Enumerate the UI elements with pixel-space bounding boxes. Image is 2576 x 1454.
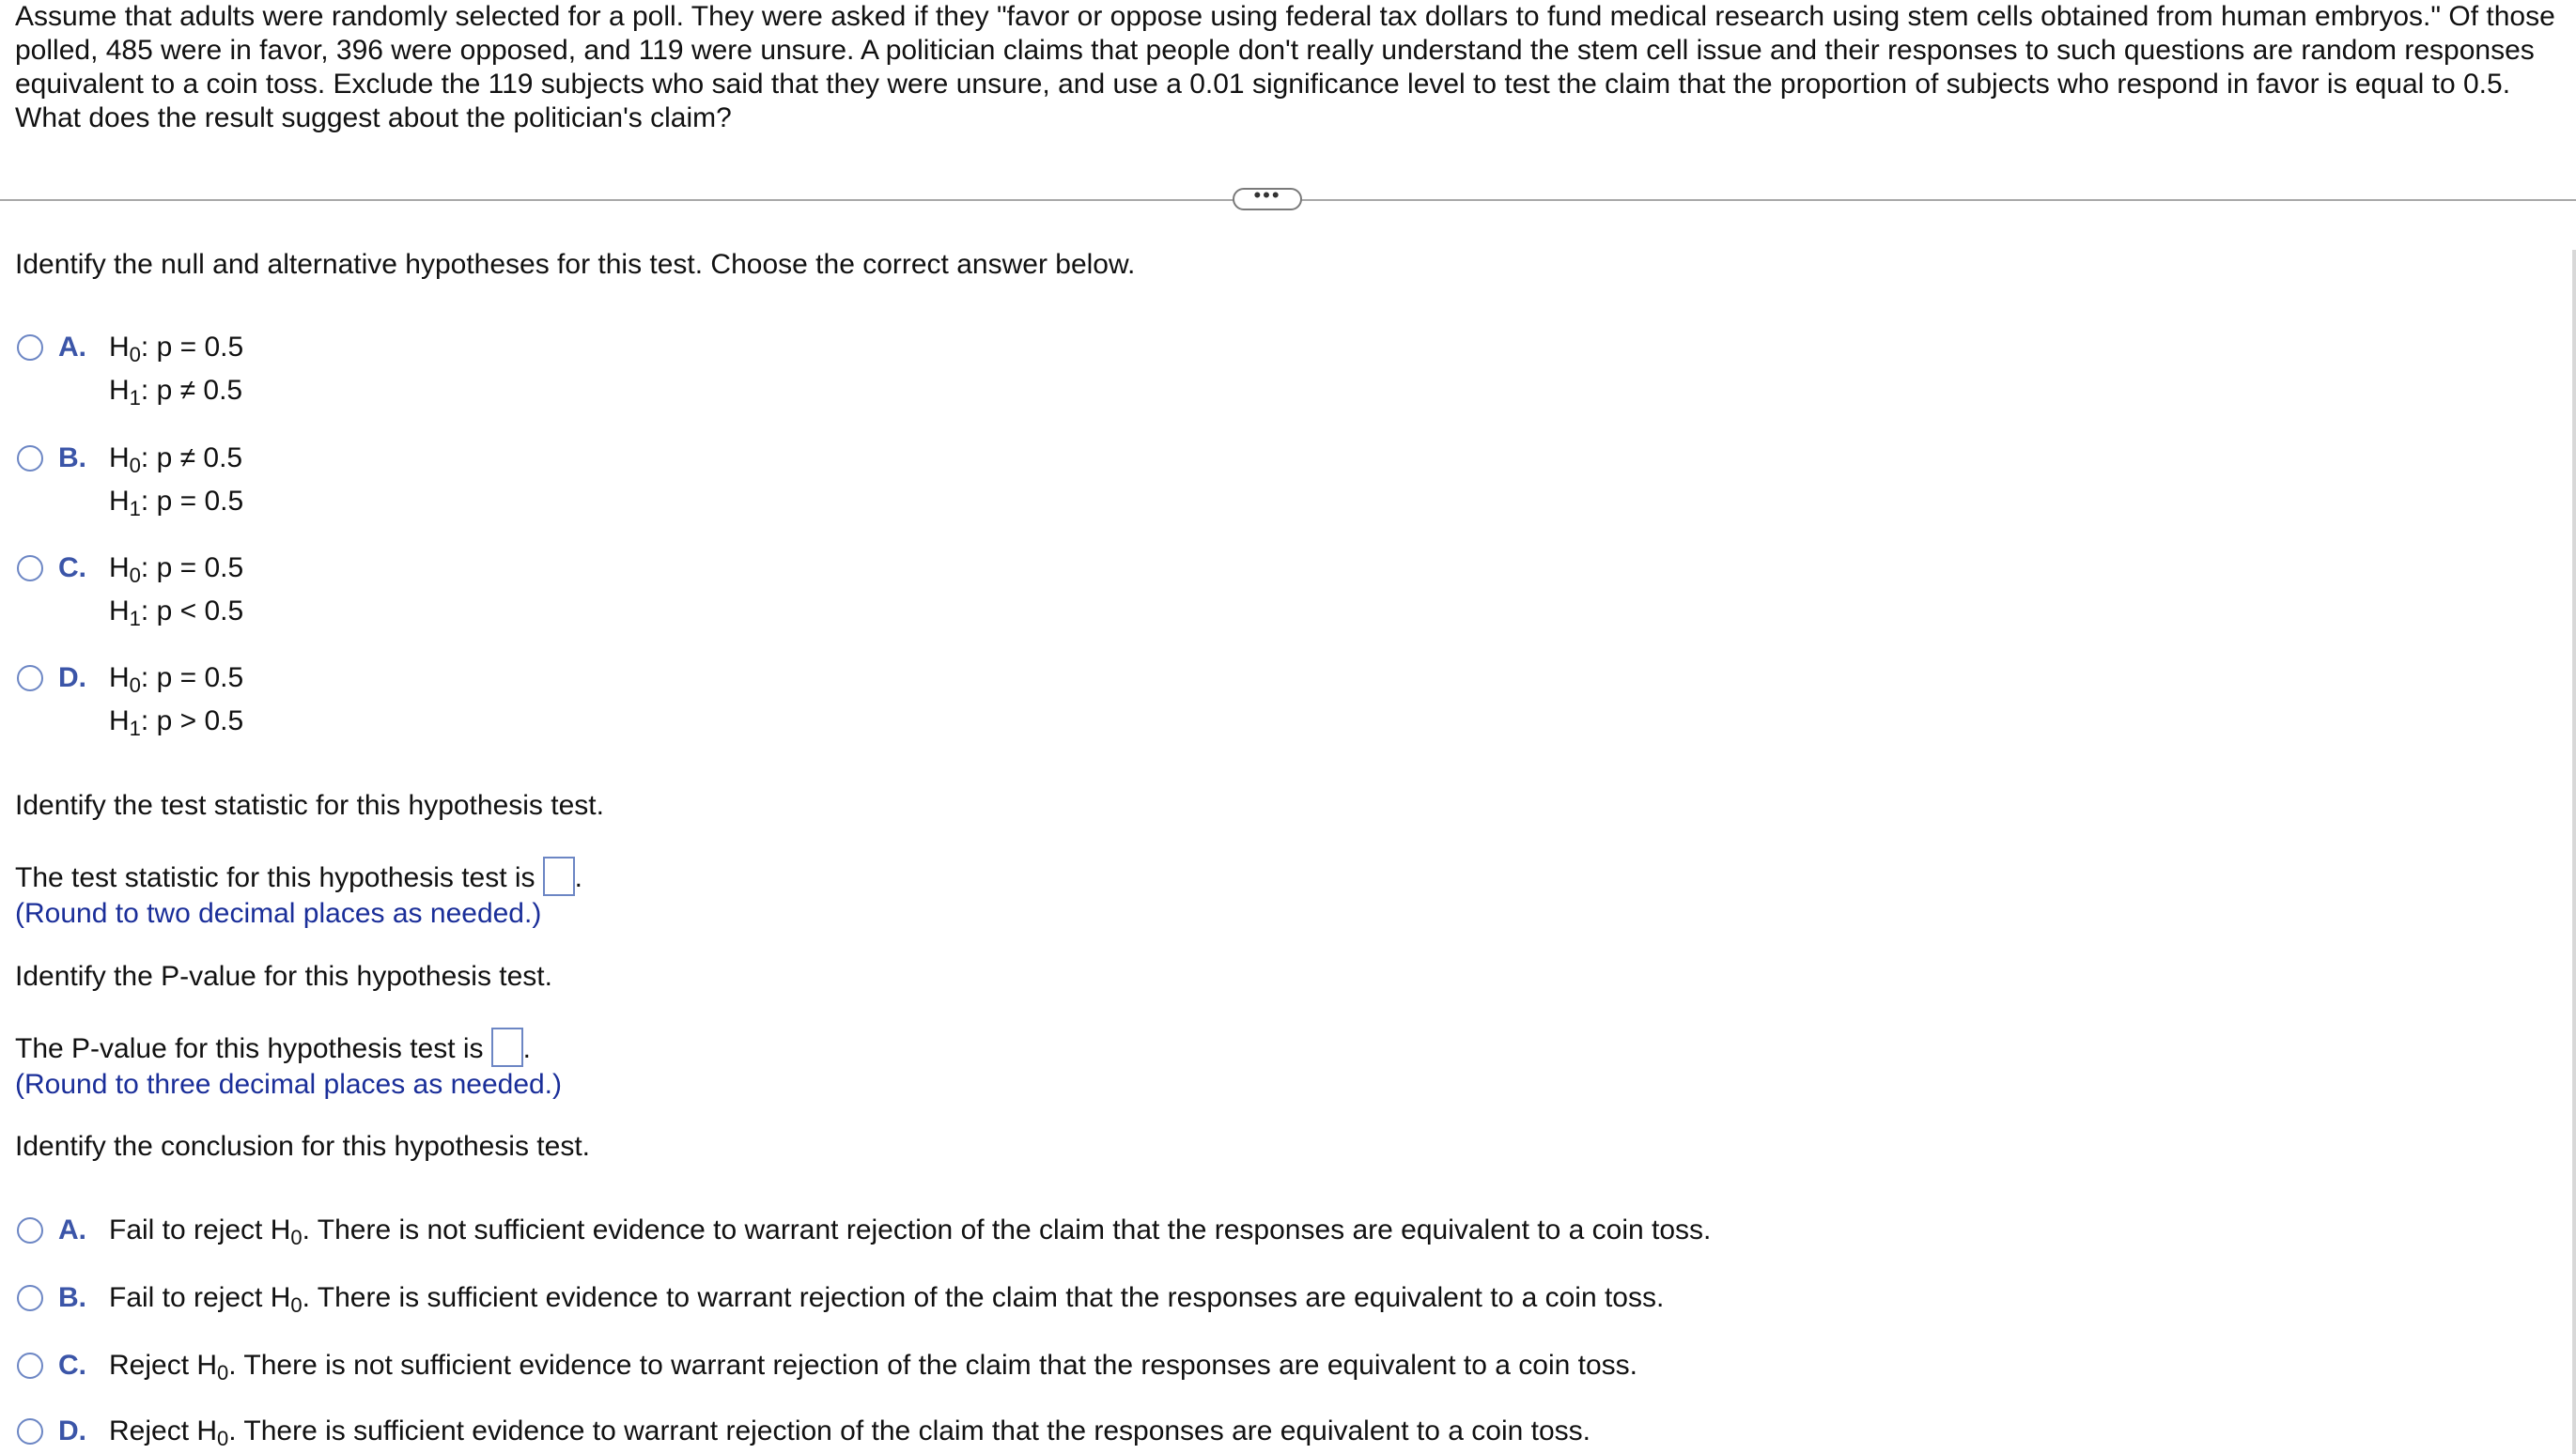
hypothesis-option-a[interactable]: [17, 331, 244, 410]
option-letter: A.: [58, 332, 86, 363]
radio-button[interactable]: [17, 1353, 43, 1379]
option-letter: C.: [58, 552, 86, 583]
p-value-line: The P-value for this hypothesis test is .: [15, 1028, 531, 1067]
option-letter: D.: [58, 662, 86, 693]
p-value-hint: (Round to three decimal places as needed.): [15, 1069, 563, 1100]
option-letter: B.: [58, 442, 86, 473]
alternative-hypothesis: $H_1$: p ≠ 0.5: [109, 375, 243, 410]
hypotheses-prompt: Identify the null and alternative hypotheses for this test. Choose the correct answer below.: [15, 249, 1136, 280]
alternative-hypothesis: $H_1$: p < 0.5: [109, 596, 244, 630]
conclusion-option-b[interactable]: [17, 1281, 1665, 1317]
conclusion-option-c[interactable]: [17, 1349, 1638, 1384]
radio-button[interactable]: [17, 445, 43, 472]
radio-button[interactable]: [17, 665, 43, 691]
option-text: Fail to reject $H_0$. There is not sufficient evidence to warrant rejection of the claim that the responses are equivalent to a coin toss.: [109, 1214, 1712, 1249]
conclusion-option-d[interactable]: [17, 1415, 1591, 1450]
alternative-hypothesis: $H_1$: p = 0.5: [109, 486, 244, 520]
radio-button[interactable]: [17, 334, 43, 361]
hypothesis-option-b[interactable]: [17, 441, 244, 520]
option-letter: D.: [58, 1415, 86, 1446]
option-letter: B.: [58, 1282, 86, 1313]
radio-button[interactable]: [17, 1217, 43, 1244]
radio-button[interactable]: [17, 1285, 43, 1311]
test-statistic-hint: (Round to two decimal places as needed.): [15, 898, 542, 929]
p-value-prompt: Identify the P-value for this hypothesis test.: [15, 961, 552, 992]
null-hypothesis: $H_0$: p = 0.5: [109, 332, 244, 366]
hypothesis-option-c[interactable]: [17, 551, 244, 630]
option-text: Reject $H_0$. There is not sufficient evidence to warrant rejection of the claim that the responses are equivalent to a coin toss.: [109, 1350, 1638, 1384]
alternative-hypothesis: $H_1$: p > 0.5: [109, 705, 244, 740]
scrollbar-track[interactable]: [2572, 250, 2576, 1454]
p-value-input[interactable]: [491, 1028, 523, 1067]
option-text: Reject $H_0$. There is sufficient evidence to warrant rejection of the claim that the responses are equivalent to a coin toss.: [109, 1415, 1591, 1450]
radio-button[interactable]: [17, 1418, 43, 1445]
test-statistic-input[interactable]: [543, 857, 575, 896]
problem-statement: Assume that adults were randomly selected for a poll. They were asked if they "favor or oppose using federal tax dollars to fund medical research using stem cells obtained from human embryos." Of those polled, 485 were in favor, 396 were opposed, and 119 were unsure. A politician claims that people don't really understand the stem cell issue and their responses to such questions are random responses equivalent to a coin toss. Exclude the 119 subjects who said that they were unsure, and use a 0.01 significance level to test the claim that the proportion of subjects who respond in favor is equal to 0.5. What does the result suggest about the politician's claim?: [15, 1, 2555, 133]
option-text: Fail to reject $H_0$. There is sufficient evidence to warrant rejection of the claim that the responses are equivalent to a coin toss.: [109, 1282, 1665, 1317]
radio-button[interactable]: [17, 555, 43, 581]
null-hypothesis: $H_0$: p = 0.5: [109, 662, 244, 697]
null-hypothesis: $H_0$: p ≠ 0.5: [109, 442, 243, 477]
conclusion-prompt: Identify the conclusion for this hypothesis test.: [15, 1131, 590, 1162]
conclusion-option-a[interactable]: [17, 1214, 1712, 1249]
test-statistic-sentence: The test statistic for this hypothesis test is: [15, 862, 535, 893]
more-options-button[interactable]: •••: [1233, 188, 1302, 210]
p-value-sentence: The P-value for this hypothesis test is: [15, 1033, 484, 1064]
test-statistic-prompt: Identify the test statistic for this hypothesis test.: [15, 790, 604, 821]
option-letter: C.: [58, 1350, 86, 1381]
option-letter: A.: [58, 1214, 86, 1245]
null-hypothesis: $H_0$: p = 0.5: [109, 552, 244, 587]
test-statistic-line: The test statistic for this hypothesis test is .: [15, 857, 582, 896]
hypothesis-option-d[interactable]: [17, 661, 244, 740]
